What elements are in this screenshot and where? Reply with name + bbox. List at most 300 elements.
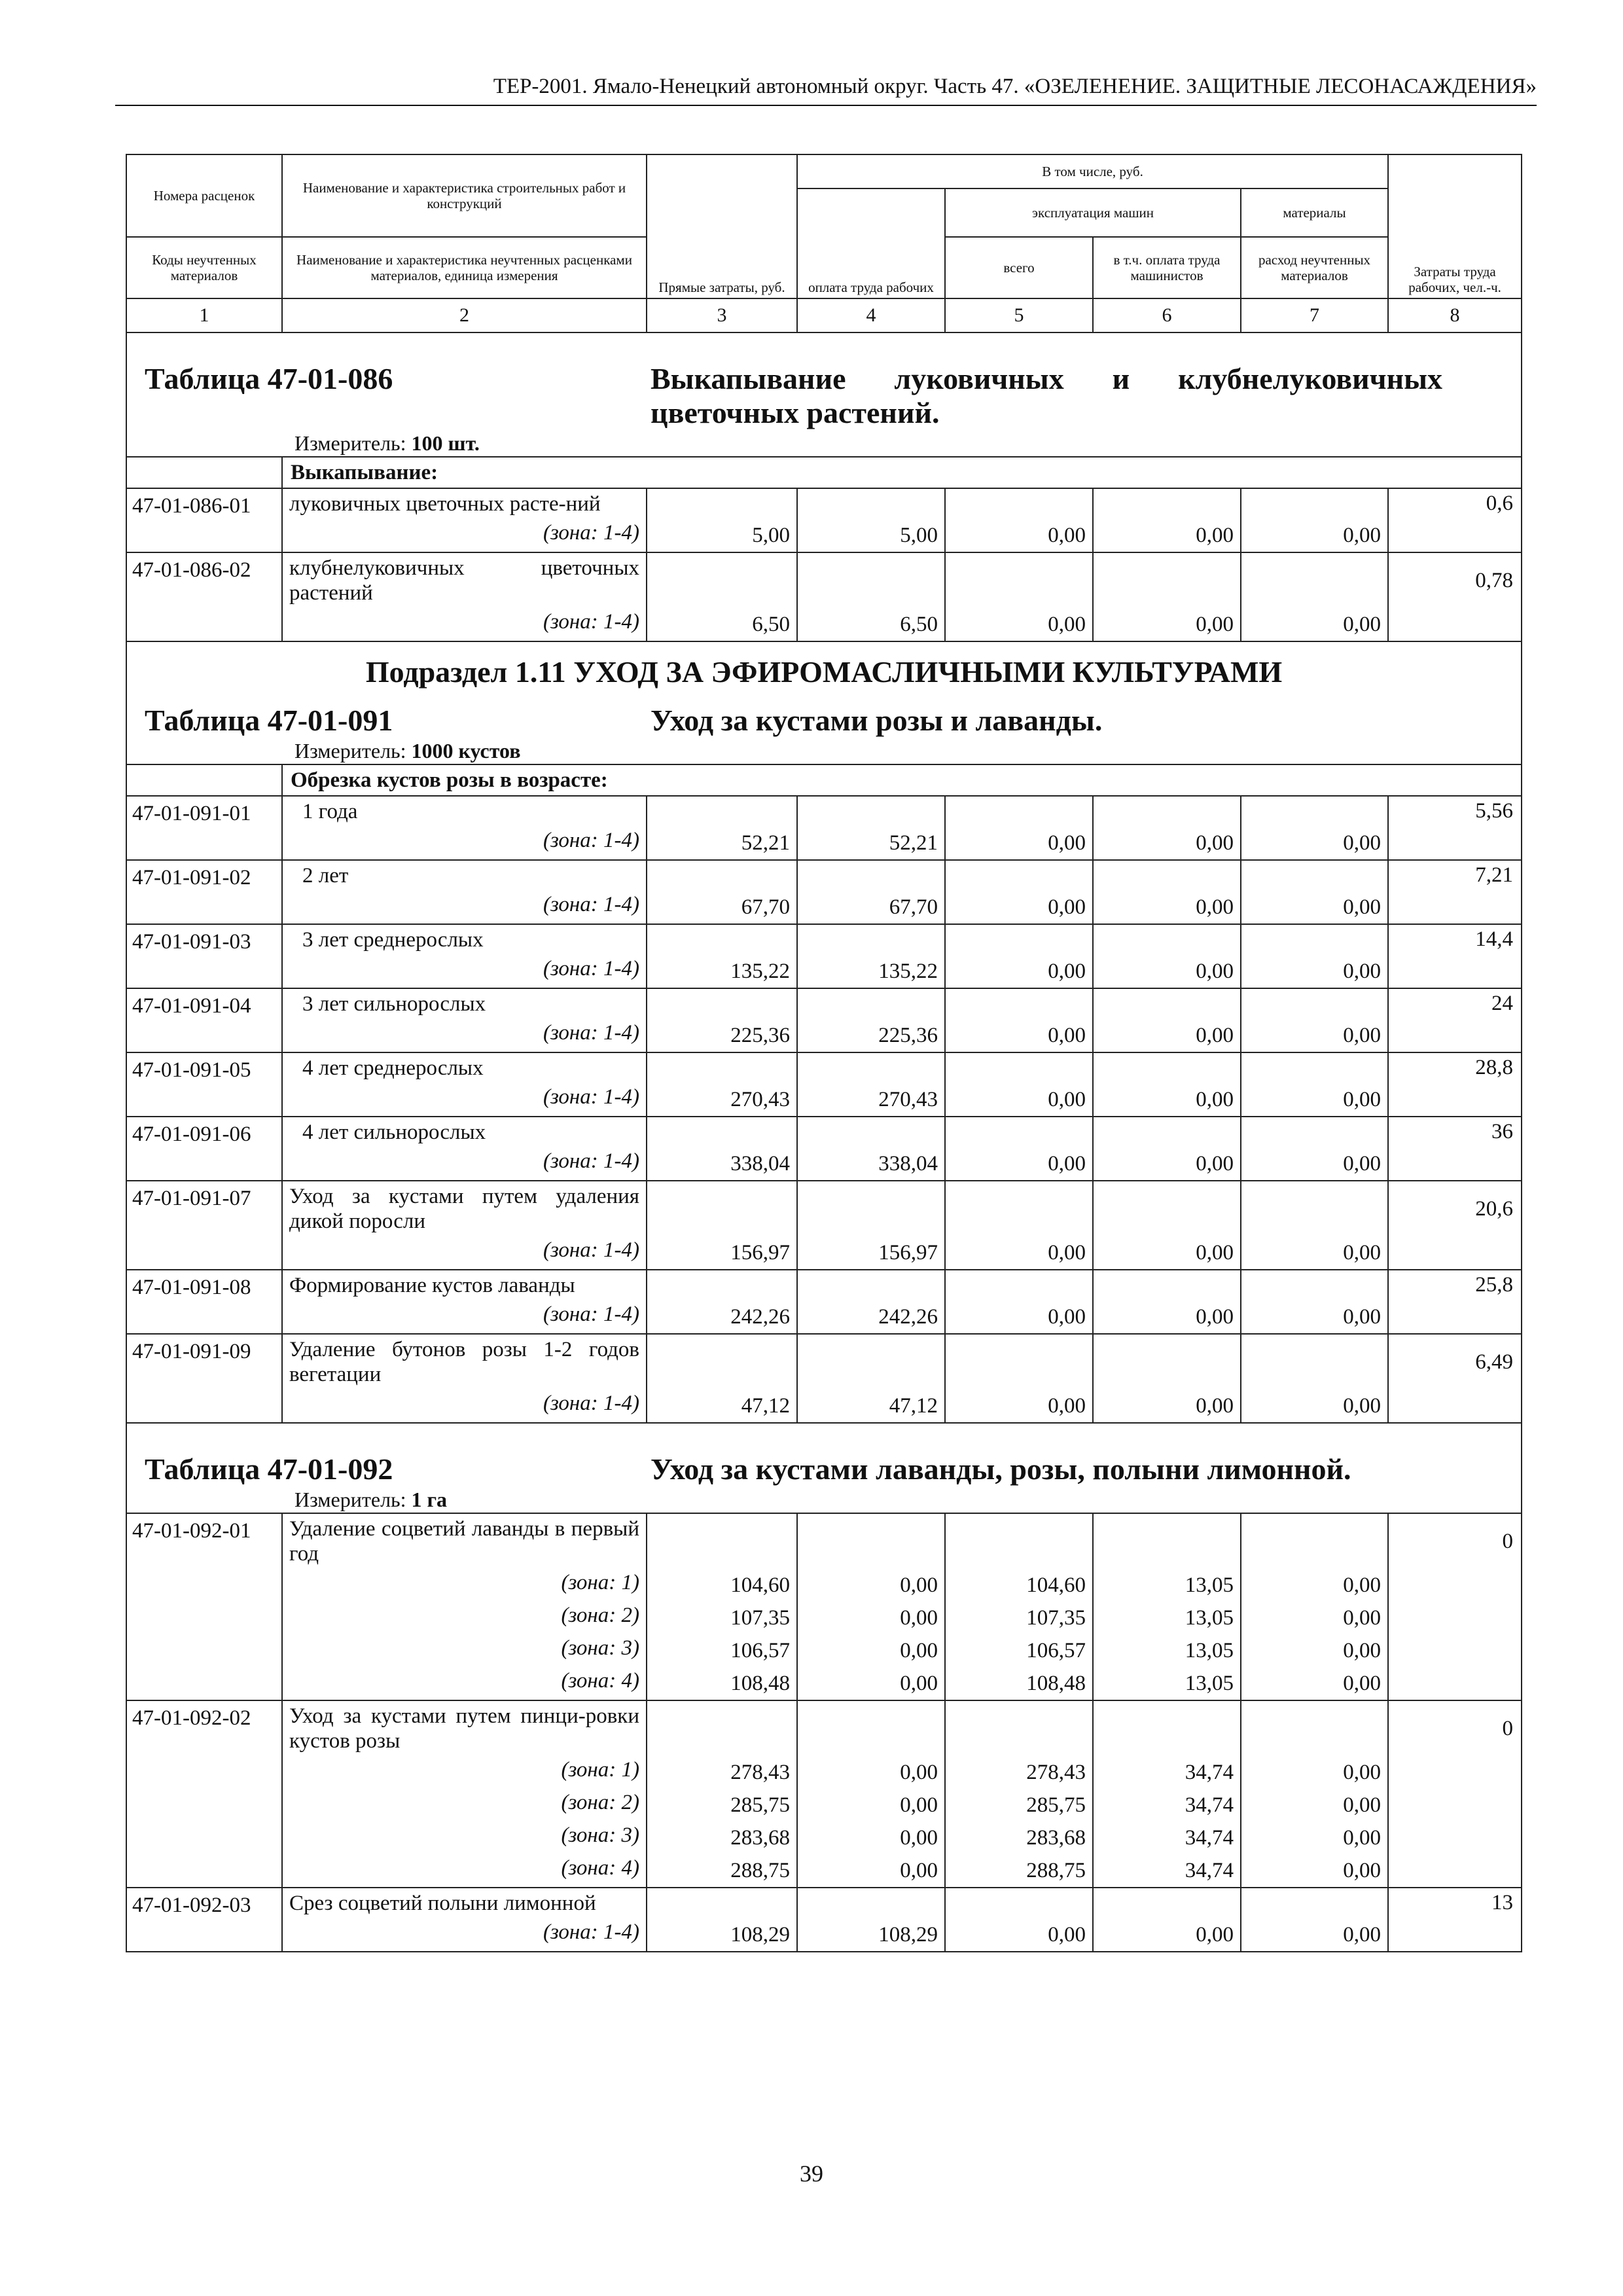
cost-cell bbox=[797, 988, 945, 1052]
group-label: Выкапывание: bbox=[282, 457, 1522, 488]
labor-cell bbox=[1388, 860, 1522, 924]
cost-value: 67,70 bbox=[889, 895, 938, 919]
rate-description bbox=[282, 1270, 647, 1334]
cost-value: 0,00 bbox=[1196, 1088, 1234, 1111]
cost-value: 107,35 bbox=[1026, 1606, 1086, 1630]
description-text: 3 лет сильнорослых bbox=[302, 992, 486, 1016]
cost-value: 0,00 bbox=[1048, 1241, 1086, 1265]
table-091-label: Таблица 47-01-091 bbox=[145, 704, 393, 737]
cost-cell bbox=[1093, 860, 1241, 924]
cost-cell bbox=[1093, 924, 1241, 988]
cost-value: 0,00 bbox=[1196, 524, 1234, 547]
cost-cell bbox=[945, 552, 1093, 641]
cost-cell bbox=[1241, 1700, 1388, 1888]
header-col5: всего bbox=[945, 237, 1093, 298]
rate-code: 47-01-091-07 bbox=[126, 1181, 282, 1270]
cost-cell bbox=[945, 1052, 1093, 1117]
cost-value: 5,00 bbox=[900, 524, 938, 547]
table-row bbox=[126, 1052, 1522, 1117]
meter-prefix: Измеритель: bbox=[294, 1488, 406, 1511]
table-row bbox=[126, 1117, 1522, 1181]
table-091-meter bbox=[127, 738, 1521, 764]
cost-value: 52,21 bbox=[741, 831, 790, 855]
zone-label: (зона: 4) bbox=[561, 1669, 639, 1693]
cost-value: 104,60 bbox=[1026, 1573, 1086, 1597]
cost-cell bbox=[1093, 1888, 1241, 1952]
zone-label: (зона: 2) bbox=[561, 1791, 639, 1814]
labor-value: 0,78 bbox=[1475, 569, 1514, 592]
table-086-title-block bbox=[126, 332, 1522, 457]
cost-value: 0,00 bbox=[1048, 1923, 1086, 1946]
cost-value: 135,22 bbox=[878, 960, 938, 983]
cost-value: 0,00 bbox=[1048, 895, 1086, 919]
rate-code: 47-01-091-05 bbox=[126, 1052, 282, 1117]
labor-cell bbox=[1388, 1700, 1522, 1888]
cost-value: 0,00 bbox=[1343, 613, 1382, 636]
cost-cell bbox=[1241, 1334, 1388, 1423]
description-text: Удаление соцветий лаванды в первый год bbox=[289, 1517, 639, 1566]
labor-cell bbox=[1388, 1513, 1522, 1700]
meter-value: 1000 кустов bbox=[411, 739, 521, 762]
description-text: Удаление бутонов розы 1-2 годов вегетации bbox=[289, 1338, 639, 1386]
cost-value: 0,00 bbox=[1343, 1305, 1382, 1329]
zone-label: (зона: 1-4) bbox=[543, 610, 639, 634]
cost-value: 47,12 bbox=[889, 1394, 938, 1418]
description-text: 1 года bbox=[302, 800, 358, 823]
cost-value: 34,74 bbox=[1185, 1761, 1234, 1784]
cost-value: 0,00 bbox=[1343, 1923, 1382, 1946]
table-row bbox=[126, 988, 1522, 1052]
cost-cell bbox=[945, 1700, 1093, 1888]
cost-value: 283,68 bbox=[1026, 1826, 1086, 1850]
cost-value: 0,00 bbox=[1196, 831, 1234, 855]
cost-value: 338,04 bbox=[730, 1152, 790, 1175]
rate-description bbox=[282, 1052, 647, 1117]
cost-cell bbox=[1093, 796, 1241, 860]
header-num: 4 bbox=[797, 298, 945, 332]
cost-value: 0,00 bbox=[1343, 960, 1382, 983]
cost-value: 0,00 bbox=[1343, 1859, 1382, 1882]
zone-label: (зона: 1) bbox=[561, 1758, 639, 1782]
zone-label: (зона: 3) bbox=[561, 1636, 639, 1660]
labor-value: 24 bbox=[1491, 992, 1514, 1015]
cost-value: 13,05 bbox=[1185, 1606, 1234, 1630]
cost-value: 107,35 bbox=[730, 1606, 790, 1630]
cost-cell bbox=[1241, 924, 1388, 988]
description-text: 2 лет bbox=[302, 864, 349, 888]
cost-cell bbox=[1093, 488, 1241, 552]
table-092-meter bbox=[127, 1486, 1521, 1513]
cost-cell bbox=[1241, 1888, 1388, 1952]
cost-value: 242,26 bbox=[878, 1305, 938, 1329]
rate-code: 47-01-092-03 bbox=[126, 1888, 282, 1952]
cost-value: 0,00 bbox=[1343, 524, 1382, 547]
cost-cell bbox=[945, 488, 1093, 552]
cost-value: 0,00 bbox=[1048, 1024, 1086, 1047]
running-header: ТЕР-2001. Ямало-Ненецкий автономный округ. Часть 47. «ОЗЕЛЕНЕНИЕ. ЗАЩИТНЫЕ ЛЕСОНАСАЖДЕНИЯ» bbox=[493, 75, 1537, 98]
cost-value: 34,74 bbox=[1185, 1859, 1234, 1882]
rate-code: 47-01-092-01 bbox=[126, 1513, 282, 1700]
rate-description bbox=[282, 1117, 647, 1181]
cost-value: 0,00 bbox=[1343, 1793, 1382, 1817]
cost-value: 6,50 bbox=[752, 613, 790, 636]
cost-cell bbox=[797, 860, 945, 924]
description-text: 4 лет среднерослых bbox=[302, 1056, 484, 1080]
rate-description bbox=[282, 860, 647, 924]
rate-description bbox=[282, 1334, 647, 1423]
cost-value: 0,00 bbox=[1343, 1024, 1382, 1047]
table-row bbox=[126, 552, 1522, 641]
subsection-title: Подраздел 1.11 УХОД ЗА ЭФИРОМАСЛИЧНЫМИ КУЛЬТУРАМИ bbox=[365, 655, 1283, 689]
cost-cell bbox=[945, 1334, 1093, 1423]
cost-value: 0,00 bbox=[1196, 1024, 1234, 1047]
page-number: 39 bbox=[800, 2161, 823, 2187]
labor-cell bbox=[1388, 488, 1522, 552]
cost-value: 0,00 bbox=[900, 1859, 938, 1882]
cost-value: 225,36 bbox=[878, 1024, 938, 1047]
cost-cell bbox=[945, 796, 1093, 860]
rates-table bbox=[126, 154, 1522, 1952]
cost-cell bbox=[945, 1888, 1093, 1952]
cost-cell bbox=[1093, 1700, 1241, 1888]
cost-value: 34,74 bbox=[1185, 1793, 1234, 1817]
group-spacer bbox=[126, 457, 282, 488]
header-col6: в т.ч. оплата труда машинистов bbox=[1093, 237, 1241, 298]
cost-value: 135,22 bbox=[730, 960, 790, 983]
cost-cell bbox=[647, 552, 797, 641]
cost-cell bbox=[797, 796, 945, 860]
cost-cell bbox=[647, 1513, 797, 1700]
cost-cell bbox=[797, 1334, 945, 1423]
cost-cell bbox=[647, 488, 797, 552]
header-col7: расход неучтенных материалов bbox=[1241, 237, 1388, 298]
header-col8: Затраты труда рабочих, чел.-ч. bbox=[1388, 154, 1522, 298]
cost-value: 0,00 bbox=[1196, 1394, 1234, 1418]
cost-value: 0,00 bbox=[1196, 1305, 1234, 1329]
cost-value: 108,48 bbox=[1026, 1672, 1086, 1695]
cost-value: 108,48 bbox=[730, 1672, 790, 1695]
cost-value: 0,00 bbox=[900, 1606, 938, 1630]
cost-cell bbox=[647, 1181, 797, 1270]
cost-cell bbox=[797, 1700, 945, 1888]
cost-value: 0,00 bbox=[1343, 831, 1382, 855]
header-incl: В том числе, руб. bbox=[797, 154, 1388, 188]
rate-code: 47-01-086-01 bbox=[126, 488, 282, 552]
cost-value: 0,00 bbox=[1343, 1826, 1382, 1850]
cost-cell bbox=[1241, 1181, 1388, 1270]
cost-value: 285,75 bbox=[1026, 1793, 1086, 1817]
cost-cell bbox=[1093, 1181, 1241, 1270]
description-text: Уход за кустами путем пинци-ровки кустов розы bbox=[289, 1704, 639, 1753]
cost-cell bbox=[1093, 552, 1241, 641]
meter-prefix: Измеритель: bbox=[294, 739, 406, 762]
cost-value: 0,00 bbox=[1048, 1394, 1086, 1418]
cost-cell bbox=[1241, 552, 1388, 641]
labor-value: 7,21 bbox=[1475, 863, 1514, 887]
cost-value: 0,00 bbox=[1343, 895, 1382, 919]
cost-cell bbox=[647, 924, 797, 988]
labor-value: 0 bbox=[1502, 1717, 1514, 1740]
description-text: луковичных цветочных расте-ний bbox=[289, 492, 601, 516]
table-092-label: Таблица 47-01-092 bbox=[145, 1452, 393, 1486]
labor-cell bbox=[1388, 796, 1522, 860]
rate-code: 47-01-091-03 bbox=[126, 924, 282, 988]
cost-value: 225,36 bbox=[730, 1024, 790, 1047]
table-row bbox=[126, 1270, 1522, 1334]
labor-cell bbox=[1388, 988, 1522, 1052]
rate-description bbox=[282, 552, 647, 641]
rate-code: 47-01-086-02 bbox=[126, 552, 282, 641]
cost-value: 278,43 bbox=[1026, 1761, 1086, 1784]
zone-label: (зона: 1-4) bbox=[543, 1021, 639, 1045]
cost-cell bbox=[1093, 1513, 1241, 1700]
cost-value: 0,00 bbox=[1343, 1152, 1382, 1175]
labor-cell bbox=[1388, 1052, 1522, 1117]
cost-cell bbox=[797, 1181, 945, 1270]
header-col1-top: Номера расценок bbox=[126, 154, 282, 237]
cost-cell bbox=[1093, 1052, 1241, 1117]
cost-value: 0,00 bbox=[900, 1826, 938, 1850]
header-num: 8 bbox=[1388, 298, 1522, 332]
cost-value: 0,00 bbox=[1196, 1241, 1234, 1265]
cost-value: 288,75 bbox=[1026, 1859, 1086, 1882]
header-num: 2 bbox=[282, 298, 647, 332]
cost-value: 0,00 bbox=[900, 1639, 938, 1662]
cost-cell bbox=[945, 1270, 1093, 1334]
table-row bbox=[126, 924, 1522, 988]
cost-value: 0,00 bbox=[1196, 960, 1234, 983]
zone-label: (зона: 1-4) bbox=[543, 1085, 639, 1109]
cost-cell bbox=[647, 1270, 797, 1334]
zone-label: (зона: 1) bbox=[561, 1571, 639, 1594]
header-num: 5 bbox=[945, 298, 1093, 332]
cost-cell bbox=[647, 1700, 797, 1888]
cost-value: 0,00 bbox=[1048, 831, 1086, 855]
cost-value: 34,74 bbox=[1185, 1826, 1234, 1850]
header-col3: Прямые затраты, руб. bbox=[647, 154, 797, 298]
zone-label: (зона: 1-4) bbox=[543, 1391, 639, 1415]
table-row bbox=[126, 796, 1522, 860]
zone-label: (зона: 1-4) bbox=[543, 893, 639, 916]
rate-code: 47-01-091-06 bbox=[126, 1117, 282, 1181]
cost-cell bbox=[797, 1052, 945, 1117]
cost-cell bbox=[647, 1117, 797, 1181]
cost-value: 108,29 bbox=[878, 1923, 938, 1946]
table-086-meter bbox=[127, 430, 1521, 456]
labor-value: 20,6 bbox=[1475, 1197, 1514, 1221]
cost-cell bbox=[1241, 1270, 1388, 1334]
cost-cell bbox=[1241, 488, 1388, 552]
table-086-label: Таблица 47-01-086 bbox=[145, 362, 393, 395]
cost-cell bbox=[647, 988, 797, 1052]
rate-description bbox=[282, 924, 647, 988]
table-row bbox=[126, 1700, 1522, 1888]
cost-cell bbox=[647, 1334, 797, 1423]
rate-code: 47-01-091-08 bbox=[126, 1270, 282, 1334]
group-label: Обрезка кустов розы в возрасте: bbox=[282, 764, 1522, 796]
rate-description bbox=[282, 488, 647, 552]
cost-value: 283,68 bbox=[730, 1826, 790, 1850]
cost-cell bbox=[945, 1117, 1093, 1181]
zone-label: (зона: 2) bbox=[561, 1604, 639, 1627]
cost-value: 67,70 bbox=[741, 895, 790, 919]
labor-cell bbox=[1388, 924, 1522, 988]
cost-cell bbox=[647, 860, 797, 924]
cost-value: 0,00 bbox=[1343, 1241, 1382, 1265]
cost-value: 5,00 bbox=[752, 524, 790, 547]
cost-value: 270,43 bbox=[878, 1088, 938, 1111]
cost-value: 106,57 bbox=[730, 1639, 790, 1662]
cost-value: 0,00 bbox=[1048, 960, 1086, 983]
cost-value: 108,29 bbox=[730, 1923, 790, 1946]
header-col4: оплата труда рабочих bbox=[797, 188, 945, 298]
cost-cell bbox=[1241, 860, 1388, 924]
cost-value: 0,00 bbox=[1343, 1394, 1382, 1418]
cost-value: 288,75 bbox=[730, 1859, 790, 1882]
cost-cell bbox=[1241, 1513, 1388, 1700]
table-092-title-block bbox=[126, 1423, 1522, 1513]
zone-label: (зона: 1-4) bbox=[543, 521, 639, 545]
rate-description bbox=[282, 796, 647, 860]
cost-value: 0,00 bbox=[900, 1672, 938, 1695]
cost-cell bbox=[945, 860, 1093, 924]
rate-code: 47-01-092-02 bbox=[126, 1700, 282, 1888]
rate-description bbox=[282, 1181, 647, 1270]
zone-label: (зона: 1-4) bbox=[543, 1149, 639, 1173]
cost-cell bbox=[797, 1270, 945, 1334]
cost-value: 156,97 bbox=[730, 1241, 790, 1265]
cost-value: 13,05 bbox=[1185, 1672, 1234, 1695]
rate-code: 47-01-091-09 bbox=[126, 1334, 282, 1423]
cost-value: 0,00 bbox=[1048, 1305, 1086, 1329]
cost-cell bbox=[945, 1513, 1093, 1700]
cost-cell bbox=[1241, 1117, 1388, 1181]
zone-label: (зона: 1-4) bbox=[543, 957, 639, 980]
cost-value: 0,00 bbox=[1196, 1923, 1234, 1946]
header-col1-bottom: Коды неучтенных материалов bbox=[126, 237, 282, 298]
table-092-name: Уход за кустами лаванды, розы, полыни лимонной. bbox=[651, 1452, 1351, 1486]
cost-cell bbox=[1241, 796, 1388, 860]
zone-label: (зона: 1-4) bbox=[543, 829, 639, 852]
header-num: 6 bbox=[1093, 298, 1241, 332]
cost-value: 104,60 bbox=[730, 1573, 790, 1597]
cost-cell bbox=[797, 1888, 945, 1952]
cost-cell bbox=[797, 1513, 945, 1700]
cost-cell bbox=[945, 988, 1093, 1052]
header-num: 3 bbox=[647, 298, 797, 332]
group-spacer bbox=[126, 764, 282, 796]
description-text: Уход за кустами путем удаления дикой поросли bbox=[289, 1185, 639, 1233]
header-col2-top: Наименование и характеристика строительных работ и конструкций bbox=[282, 154, 647, 237]
rate-description bbox=[282, 988, 647, 1052]
rate-code: 47-01-091-02 bbox=[126, 860, 282, 924]
cost-value: 47,12 bbox=[741, 1394, 790, 1418]
zone-label: (зона: 1-4) bbox=[543, 1920, 639, 1944]
labor-value: 14,4 bbox=[1475, 927, 1514, 951]
labor-value: 5,56 bbox=[1475, 799, 1514, 823]
labor-value: 36 bbox=[1491, 1120, 1514, 1143]
cost-cell bbox=[1093, 1270, 1241, 1334]
labor-value: 28,8 bbox=[1475, 1056, 1514, 1079]
cost-value: 0,00 bbox=[1343, 1573, 1382, 1597]
header-num: 7 bbox=[1241, 298, 1388, 332]
cost-value: 0,00 bbox=[900, 1573, 938, 1597]
cost-value: 52,21 bbox=[889, 831, 938, 855]
table-row bbox=[126, 488, 1522, 552]
cost-value: 156,97 bbox=[878, 1241, 938, 1265]
cost-value: 0,00 bbox=[900, 1761, 938, 1784]
labor-cell bbox=[1388, 1888, 1522, 1952]
cost-value: 270,43 bbox=[730, 1088, 790, 1111]
rate-description bbox=[282, 1700, 647, 1888]
meter-value: 100 шт. bbox=[411, 431, 480, 455]
cost-cell bbox=[797, 552, 945, 641]
cost-cell bbox=[945, 924, 1093, 988]
labor-value: 13 bbox=[1491, 1891, 1514, 1914]
labor-value: 0 bbox=[1502, 1530, 1514, 1553]
cost-value: 0,00 bbox=[1196, 1152, 1234, 1175]
cost-value: 0,00 bbox=[1343, 1639, 1382, 1662]
table-row bbox=[126, 860, 1522, 924]
zone-label: (зона: 3) bbox=[561, 1823, 639, 1847]
cost-value: 0,00 bbox=[1196, 895, 1234, 919]
header-rule bbox=[115, 105, 1537, 106]
cost-cell bbox=[1093, 988, 1241, 1052]
cost-value: 106,57 bbox=[1026, 1639, 1086, 1662]
labor-cell bbox=[1388, 1270, 1522, 1334]
cost-cell bbox=[797, 488, 945, 552]
meter-prefix: Измеритель: bbox=[294, 431, 406, 455]
labor-cell bbox=[1388, 1181, 1522, 1270]
table-row bbox=[126, 1334, 1522, 1423]
cost-value: 0,00 bbox=[1048, 1152, 1086, 1175]
description-text: 4 лет сильнорослых bbox=[302, 1121, 486, 1144]
labor-cell bbox=[1388, 1117, 1522, 1181]
labor-cell bbox=[1388, 1334, 1522, 1423]
labor-value: 6,49 bbox=[1475, 1350, 1514, 1374]
rate-description bbox=[282, 1888, 647, 1952]
header-materials: материалы bbox=[1241, 188, 1388, 237]
table-086-name: Выкапывание луковичных и клубнелуковичных цветочных растений. bbox=[651, 362, 1442, 429]
description-text: клубнелуковичных цветочных растений bbox=[289, 556, 639, 605]
cost-value: 338,04 bbox=[878, 1152, 938, 1175]
cost-value: 0,00 bbox=[1196, 613, 1234, 636]
cost-value: 0,00 bbox=[1343, 1761, 1382, 1784]
labor-value: 25,8 bbox=[1475, 1273, 1514, 1297]
header-num: 1 bbox=[126, 298, 282, 332]
cost-cell bbox=[797, 924, 945, 988]
cost-cell bbox=[1241, 988, 1388, 1052]
cost-value: 0,00 bbox=[1343, 1672, 1382, 1695]
zone-label: (зона: 1-4) bbox=[543, 1238, 639, 1262]
cost-value: 0,00 bbox=[900, 1793, 938, 1817]
labor-value: 0,6 bbox=[1486, 492, 1514, 515]
rate-code: 47-01-091-01 bbox=[126, 796, 282, 860]
cost-value: 0,00 bbox=[1048, 524, 1086, 547]
cost-value: 0,00 bbox=[1048, 1088, 1086, 1111]
header-machines: эксплуатация машин bbox=[945, 188, 1241, 237]
cost-value: 242,26 bbox=[730, 1305, 790, 1329]
table-091-name: Уход за кустами розы и лаванды. bbox=[651, 704, 1103, 737]
cost-value: 13,05 bbox=[1185, 1639, 1234, 1662]
cost-cell bbox=[1093, 1117, 1241, 1181]
cost-cell bbox=[945, 1181, 1093, 1270]
description-text: Формирование кустов лаванды bbox=[289, 1274, 575, 1297]
cost-value: 278,43 bbox=[730, 1761, 790, 1784]
cost-cell bbox=[647, 1052, 797, 1117]
rate-code: 47-01-091-04 bbox=[126, 988, 282, 1052]
zone-label: (зона: 1-4) bbox=[543, 1302, 639, 1326]
